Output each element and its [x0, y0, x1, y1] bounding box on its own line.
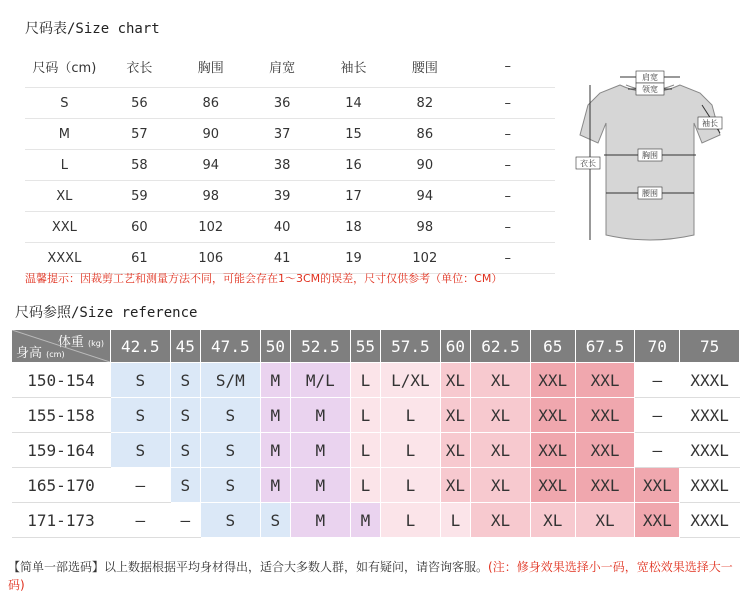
height-range: 165-170: [12, 468, 111, 503]
size-chart-cell: 94: [389, 181, 460, 212]
note-main: 【简单一部选码】以上数据根据平均身材得出，适合大多数人群，如有疑问，请咨询客服。: [8, 560, 489, 574]
weight-header-cell: 67.5: [575, 330, 635, 363]
label-length: 衣长: [580, 159, 596, 168]
size-reference-cell: M: [260, 468, 291, 503]
weight-header-cell: 42.5: [111, 330, 171, 363]
size-reference-cell: S: [201, 468, 261, 503]
size-chart-cell: –: [461, 212, 556, 243]
size-reference-cell: L: [350, 433, 381, 468]
size-reference-cell: XL: [471, 363, 531, 398]
size-reference-cell: L/XL: [381, 363, 441, 398]
size-reference-cell: S: [170, 363, 201, 398]
header-sleeve: 袖长: [318, 45, 389, 88]
size-reference-cell: XL: [575, 503, 635, 538]
size-chart-row: [25, 119, 555, 150]
size-reference-cell: XXXL: [680, 433, 740, 468]
size-reference-cell: S: [170, 468, 201, 503]
label-sleeve: 袖长: [702, 119, 718, 128]
size-chart-cell: 38: [246, 150, 317, 181]
size-chart-cell: 16: [318, 150, 389, 181]
size-note: [8, 558, 743, 594]
size-chart-cell: 57: [104, 119, 175, 150]
size-chart-cell: 14: [318, 88, 389, 119]
label-shoulder: 肩宽: [642, 73, 658, 82]
label-neck: 领宽: [642, 85, 658, 94]
height-label: 身高: [16, 346, 43, 361]
corner-cell: [12, 330, 111, 363]
size-reference-cell: M/L: [291, 363, 351, 398]
size-reference-cell: S: [201, 398, 261, 433]
size-reference-cell: XXL: [530, 433, 575, 468]
size-chart-cell: 102: [389, 243, 460, 274]
height-range: 150-154: [12, 363, 111, 398]
size-chart-cell: 58: [104, 150, 175, 181]
size-chart-row: [25, 181, 555, 212]
height-range: 155-158: [12, 398, 111, 433]
size-label: S: [25, 88, 104, 119]
size-reference-cell: S: [111, 433, 171, 468]
size-label: XL: [25, 181, 104, 212]
size-reference-cell: M: [260, 433, 291, 468]
size-reference-row: [12, 363, 740, 398]
size-chart-cell: 17: [318, 181, 389, 212]
size-reference-title: 尺码参照/Size reference: [15, 305, 198, 321]
header-length: 衣长: [104, 45, 175, 88]
size-reference-cell: XL: [530, 503, 575, 538]
size-chart-cell: 90: [175, 119, 246, 150]
weight-header-cell: 52.5: [291, 330, 351, 363]
size-reference-cell: M: [291, 503, 351, 538]
size-chart-cell: 19: [318, 243, 389, 274]
weight-header-cell: 47.5: [201, 330, 261, 363]
size-chart-cell: –: [461, 119, 556, 150]
size-label: L: [25, 150, 104, 181]
size-reference-cell: M: [260, 398, 291, 433]
size-chart-cell: 37: [246, 119, 317, 150]
size-reference-cell: M: [291, 468, 351, 503]
size-reference-cell: L: [381, 468, 441, 503]
size-reference-cell: XXL: [575, 468, 635, 503]
size-chart-cell: 86: [389, 119, 460, 150]
size-reference-cell: XL: [471, 433, 531, 468]
size-chart-cell: 102: [175, 212, 246, 243]
size-chart-cell: –: [461, 88, 556, 119]
size-chart-cell: 56: [104, 88, 175, 119]
size-chart-cell: 86: [175, 88, 246, 119]
size-label: XXL: [25, 212, 104, 243]
size-chart-title: 尺码表/Size chart: [25, 21, 160, 37]
size-reference-cell: XXL: [635, 503, 680, 538]
weight-header-cell: 60: [440, 330, 471, 363]
size-reference-cell: S: [170, 433, 201, 468]
size-chart-cell: 61: [104, 243, 175, 274]
size-reference-cell: XL: [440, 398, 471, 433]
size-reference-row: [12, 433, 740, 468]
header-shoulder: 肩宽: [246, 45, 317, 88]
size-reference-cell: –: [635, 398, 680, 433]
size-reference-cell: XXXL: [680, 363, 740, 398]
size-reference-cell: S: [111, 398, 171, 433]
size-reference-cell: –: [170, 503, 201, 538]
size-chart-cell: 82: [389, 88, 460, 119]
tshirt-diagram: [570, 65, 730, 255]
size-reference-cell: XXL: [530, 363, 575, 398]
size-reference-cell: L: [350, 398, 381, 433]
size-chart-cell: –: [461, 181, 556, 212]
height-unit: (cm): [46, 350, 65, 359]
weight-header-cell: 62.5: [471, 330, 531, 363]
weight-unit: (kg): [88, 339, 104, 348]
size-chart-cell: –: [461, 150, 556, 181]
size-reference-cell: S/M: [201, 363, 261, 398]
size-reference-cell: S: [260, 503, 291, 538]
size-reference-cell: M: [291, 433, 351, 468]
size-chart-cell: 41: [246, 243, 317, 274]
weight-header-cell: 70: [635, 330, 680, 363]
size-reference-cell: XL: [440, 468, 471, 503]
size-reference-cell: XXL: [530, 398, 575, 433]
size-reference-cell: L: [350, 468, 381, 503]
size-reference-cell: XXXL: [680, 503, 740, 538]
size-chart-row: [25, 212, 555, 243]
size-chart-cell: 15: [318, 119, 389, 150]
header-dash: –: [461, 45, 556, 88]
size-reference-cell: XL: [440, 433, 471, 468]
weight-header-cell: 75: [680, 330, 740, 363]
size-reference-table: [12, 330, 740, 538]
header-waist: 腰围: [389, 45, 460, 88]
weight-header-cell: 50: [260, 330, 291, 363]
size-reference-cell: S: [201, 433, 261, 468]
size-reference-cell: XL: [471, 398, 531, 433]
weight-label: 体重: [57, 335, 84, 350]
size-reference-cell: XXXL: [680, 468, 740, 503]
size-chart-cell: 36: [246, 88, 317, 119]
size-chart-cell: 59: [104, 181, 175, 212]
label-chest: 胸围: [642, 151, 658, 160]
size-reference-cell: XXL: [635, 468, 680, 503]
weight-header-row: [12, 330, 740, 363]
note-red: (注：修身效果选择小一码，宽松效果选择大一码): [8, 560, 733, 592]
size-chart-cell: 40: [246, 212, 317, 243]
size-reference-cell: L: [440, 503, 471, 538]
size-label: M: [25, 119, 104, 150]
size-chart-cell: 60: [104, 212, 175, 243]
size-label: XXXL: [25, 243, 104, 274]
size-reference-cell: M: [350, 503, 381, 538]
label-waist: 腰围: [642, 189, 658, 198]
size-reference-cell: L: [381, 398, 441, 433]
size-chart-cell: 94: [175, 150, 246, 181]
corner-diagonal: [12, 330, 110, 362]
size-chart-row: [25, 243, 555, 274]
weight-header-cell: 45: [170, 330, 201, 363]
weight-header-cell: 65: [530, 330, 575, 363]
measurement-tip: 温馨提示：因裁剪工艺和测量方法不同，可能会存在1～3CM的误差，尺寸仅供参考（单位：CM）: [25, 272, 503, 285]
size-reference-cell: M: [260, 363, 291, 398]
size-reference-cell: –: [111, 503, 171, 538]
size-reference-row: [12, 398, 740, 433]
size-chart-cell: 98: [175, 181, 246, 212]
size-chart-row: [25, 88, 555, 119]
size-reference-cell: M: [291, 398, 351, 433]
size-reference-cell: XXL: [530, 468, 575, 503]
size-reference-cell: XXL: [575, 433, 635, 468]
height-range: 171-173: [12, 503, 111, 538]
height-range: 159-164: [12, 433, 111, 468]
size-reference-cell: S: [201, 503, 261, 538]
size-reference-cell: –: [111, 468, 171, 503]
size-chart-row: [25, 150, 555, 181]
size-reference-cell: XXXL: [680, 398, 740, 433]
size-reference-row: [12, 503, 740, 538]
weight-header-cell: 57.5: [381, 330, 441, 363]
size-reference-cell: L: [381, 503, 441, 538]
header-chest: 胸围: [175, 45, 246, 88]
size-reference-cell: XL: [440, 363, 471, 398]
size-chart-header-row: [25, 45, 555, 88]
weight-header-cell: 55: [350, 330, 381, 363]
header-size: 尺码（cm): [25, 45, 104, 88]
size-reference-row: [12, 468, 740, 503]
size-reference-cell: XL: [471, 468, 531, 503]
size-chart-table: [25, 45, 555, 274]
size-chart-cell: 106: [175, 243, 246, 274]
size-reference-cell: S: [170, 398, 201, 433]
size-chart-cell: –: [461, 243, 556, 274]
size-reference-cell: L: [350, 363, 381, 398]
size-chart-cell: 90: [389, 150, 460, 181]
size-chart-cell: 98: [389, 212, 460, 243]
size-reference-cell: L: [381, 433, 441, 468]
size-reference-cell: –: [635, 433, 680, 468]
size-chart-cell: 39: [246, 181, 317, 212]
size-chart-cell: 18: [318, 212, 389, 243]
size-reference-cell: S: [111, 363, 171, 398]
size-reference-cell: XXL: [575, 363, 635, 398]
tshirt-outline: [580, 85, 720, 240]
size-reference-cell: XXL: [575, 398, 635, 433]
size-reference-cell: –: [635, 363, 680, 398]
size-reference-cell: XL: [471, 503, 531, 538]
